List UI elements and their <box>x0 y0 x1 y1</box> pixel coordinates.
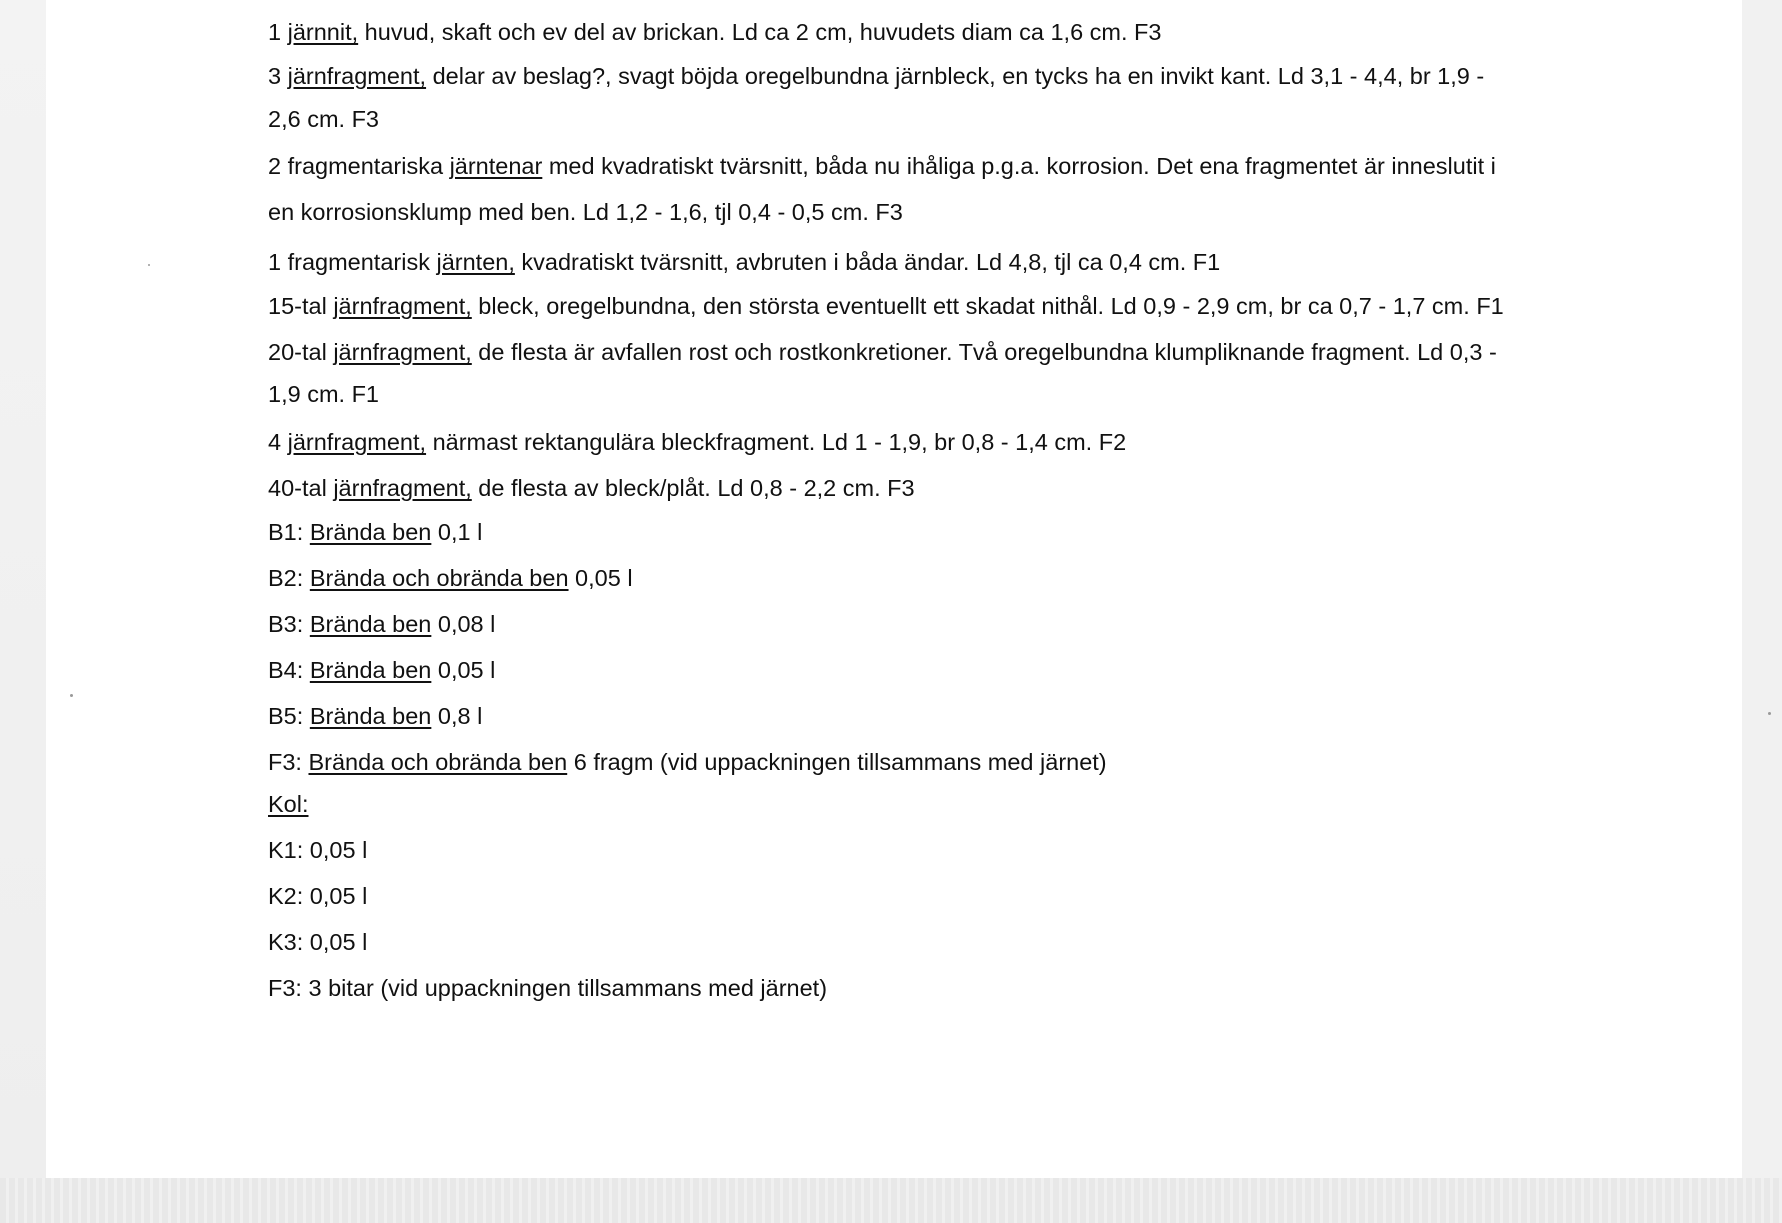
scan-right-margin <box>1742 0 1782 1178</box>
line-lead: B1: <box>268 519 310 545</box>
text-line <box>268 702 482 730</box>
line-term: järntenar <box>449 153 543 179</box>
line-lead: K1: 0,05 l <box>268 837 368 863</box>
line-lead: F3: 3 bitar (vid uppackningen tillsammans med järnet) <box>268 975 828 1001</box>
text-line <box>268 928 367 956</box>
line-lead: 2 fragmentariska <box>268 153 450 179</box>
text-line <box>268 292 1504 320</box>
line-term: järnfragment, <box>287 63 427 89</box>
text-line <box>268 18 1161 46</box>
line-term: Brända ben <box>309 703 432 729</box>
text-line <box>268 882 367 910</box>
line-lead: B4: <box>268 657 310 683</box>
line-lead: 20-tal <box>268 339 334 365</box>
line-rest: 0,1 l <box>431 519 483 545</box>
line-rest: kvadratiskt tvärsnitt, avbruten i båda ändar. Ld 4,8, tjl ca 0,4 cm. F1 <box>514 249 1221 275</box>
line-lead: 1 <box>268 19 288 45</box>
text-line <box>268 380 379 408</box>
text-line <box>268 62 1484 90</box>
line-lead: B2: <box>268 565 310 591</box>
line-term: Kol: <box>268 791 309 817</box>
line-lead: 4 <box>268 429 288 455</box>
line-lead: 40-tal <box>268 475 334 501</box>
text-line <box>268 152 1496 180</box>
line-term: Brända ben <box>309 657 432 683</box>
line-term: järnfragment, <box>333 339 472 365</box>
line-rest: 0,8 l <box>431 703 483 729</box>
text-line <box>268 248 1220 276</box>
text-line <box>268 836 367 864</box>
line-rest: de flesta är avfallen rost och rostkonkretioner. Två oregelbundna klumpliknande fragment. Ld 0,3 - <box>471 339 1497 365</box>
line-lead: 1,9 cm. F1 <box>268 381 380 407</box>
line-rest: med kvadratiskt tvärsnitt, båda nu ihåliga p.g.a. korrosion. Det ena fragmentet är inneslutit i <box>542 153 1496 179</box>
text-line <box>268 974 827 1002</box>
line-term: Brända och obrända ben <box>309 565 569 591</box>
line-lead: 15-tal <box>268 293 334 319</box>
line-lead: 1 fragmentarisk <box>268 249 437 275</box>
scan-speck <box>70 694 73 697</box>
line-term: Brända ben <box>309 611 432 637</box>
text-line <box>268 198 903 226</box>
line-lead: en korrosionsklump med ben. Ld 1,2 - 1,6, tjl 0,4 - 0,5 cm. F3 <box>268 199 903 225</box>
text-line <box>268 474 915 502</box>
text-line <box>268 656 495 684</box>
line-term: Brända och obrända ben <box>308 749 568 775</box>
text-line <box>268 338 1497 366</box>
line-rest: bleck, oregelbundna, den största eventuellt ett skadat nithål. Ld 0,9 - 2,9 cm, br ca 0,7 - 1,7 cm. F1 <box>471 293 1504 319</box>
line-term: järnnit, <box>287 19 359 45</box>
line-rest: huvud, skaft och ev del av brickan. Ld ca 2 cm, huvudets diam ca 1,6 cm. F3 <box>358 19 1162 45</box>
line-term: järnfragment, <box>333 293 472 319</box>
line-lead: K3: 0,05 l <box>268 929 368 955</box>
line-rest: 0,08 l <box>431 611 496 637</box>
text-line <box>268 105 379 133</box>
line-term: Brända ben <box>309 519 432 545</box>
line-rest: närmast rektangulära bleckfragment. Ld 1 - 1,9, br 0,8 - 1,4 cm. F2 <box>426 429 1127 455</box>
line-rest: de flesta av bleck/plåt. Ld 0,8 - 2,2 cm. F3 <box>471 475 915 501</box>
line-lead: K2: 0,05 l <box>268 883 368 909</box>
line-lead: 3 <box>268 63 288 89</box>
line-term: järnten, <box>436 249 515 275</box>
text-line <box>268 428 1126 456</box>
line-lead: B3: <box>268 611 310 637</box>
text-line <box>268 790 309 818</box>
line-rest: 0,05 l <box>431 657 496 683</box>
scan-bottom-edge <box>0 1178 1782 1223</box>
text-line <box>268 564 633 592</box>
text-line <box>268 610 495 638</box>
scan-speck <box>1768 712 1771 715</box>
line-lead: B5: <box>268 703 310 729</box>
scan-speck <box>148 264 150 266</box>
line-term: järnfragment, <box>333 475 472 501</box>
line-rest: 6 fragm (vid uppackningen tillsammans med järnet) <box>567 749 1107 775</box>
line-lead: 2,6 cm. F3 <box>268 106 380 132</box>
line-term: järnfragment, <box>287 429 427 455</box>
line-lead: F3: <box>268 749 309 775</box>
text-line <box>268 518 482 546</box>
line-rest: delar av beslag?, svagt böjda oregelbundna järnbleck, en tycks ha en invikt kant. Ld 3,1 - 4,4, br 1,9 - <box>426 63 1485 89</box>
text-line <box>268 748 1107 776</box>
line-rest: 0,05 l <box>568 565 633 591</box>
